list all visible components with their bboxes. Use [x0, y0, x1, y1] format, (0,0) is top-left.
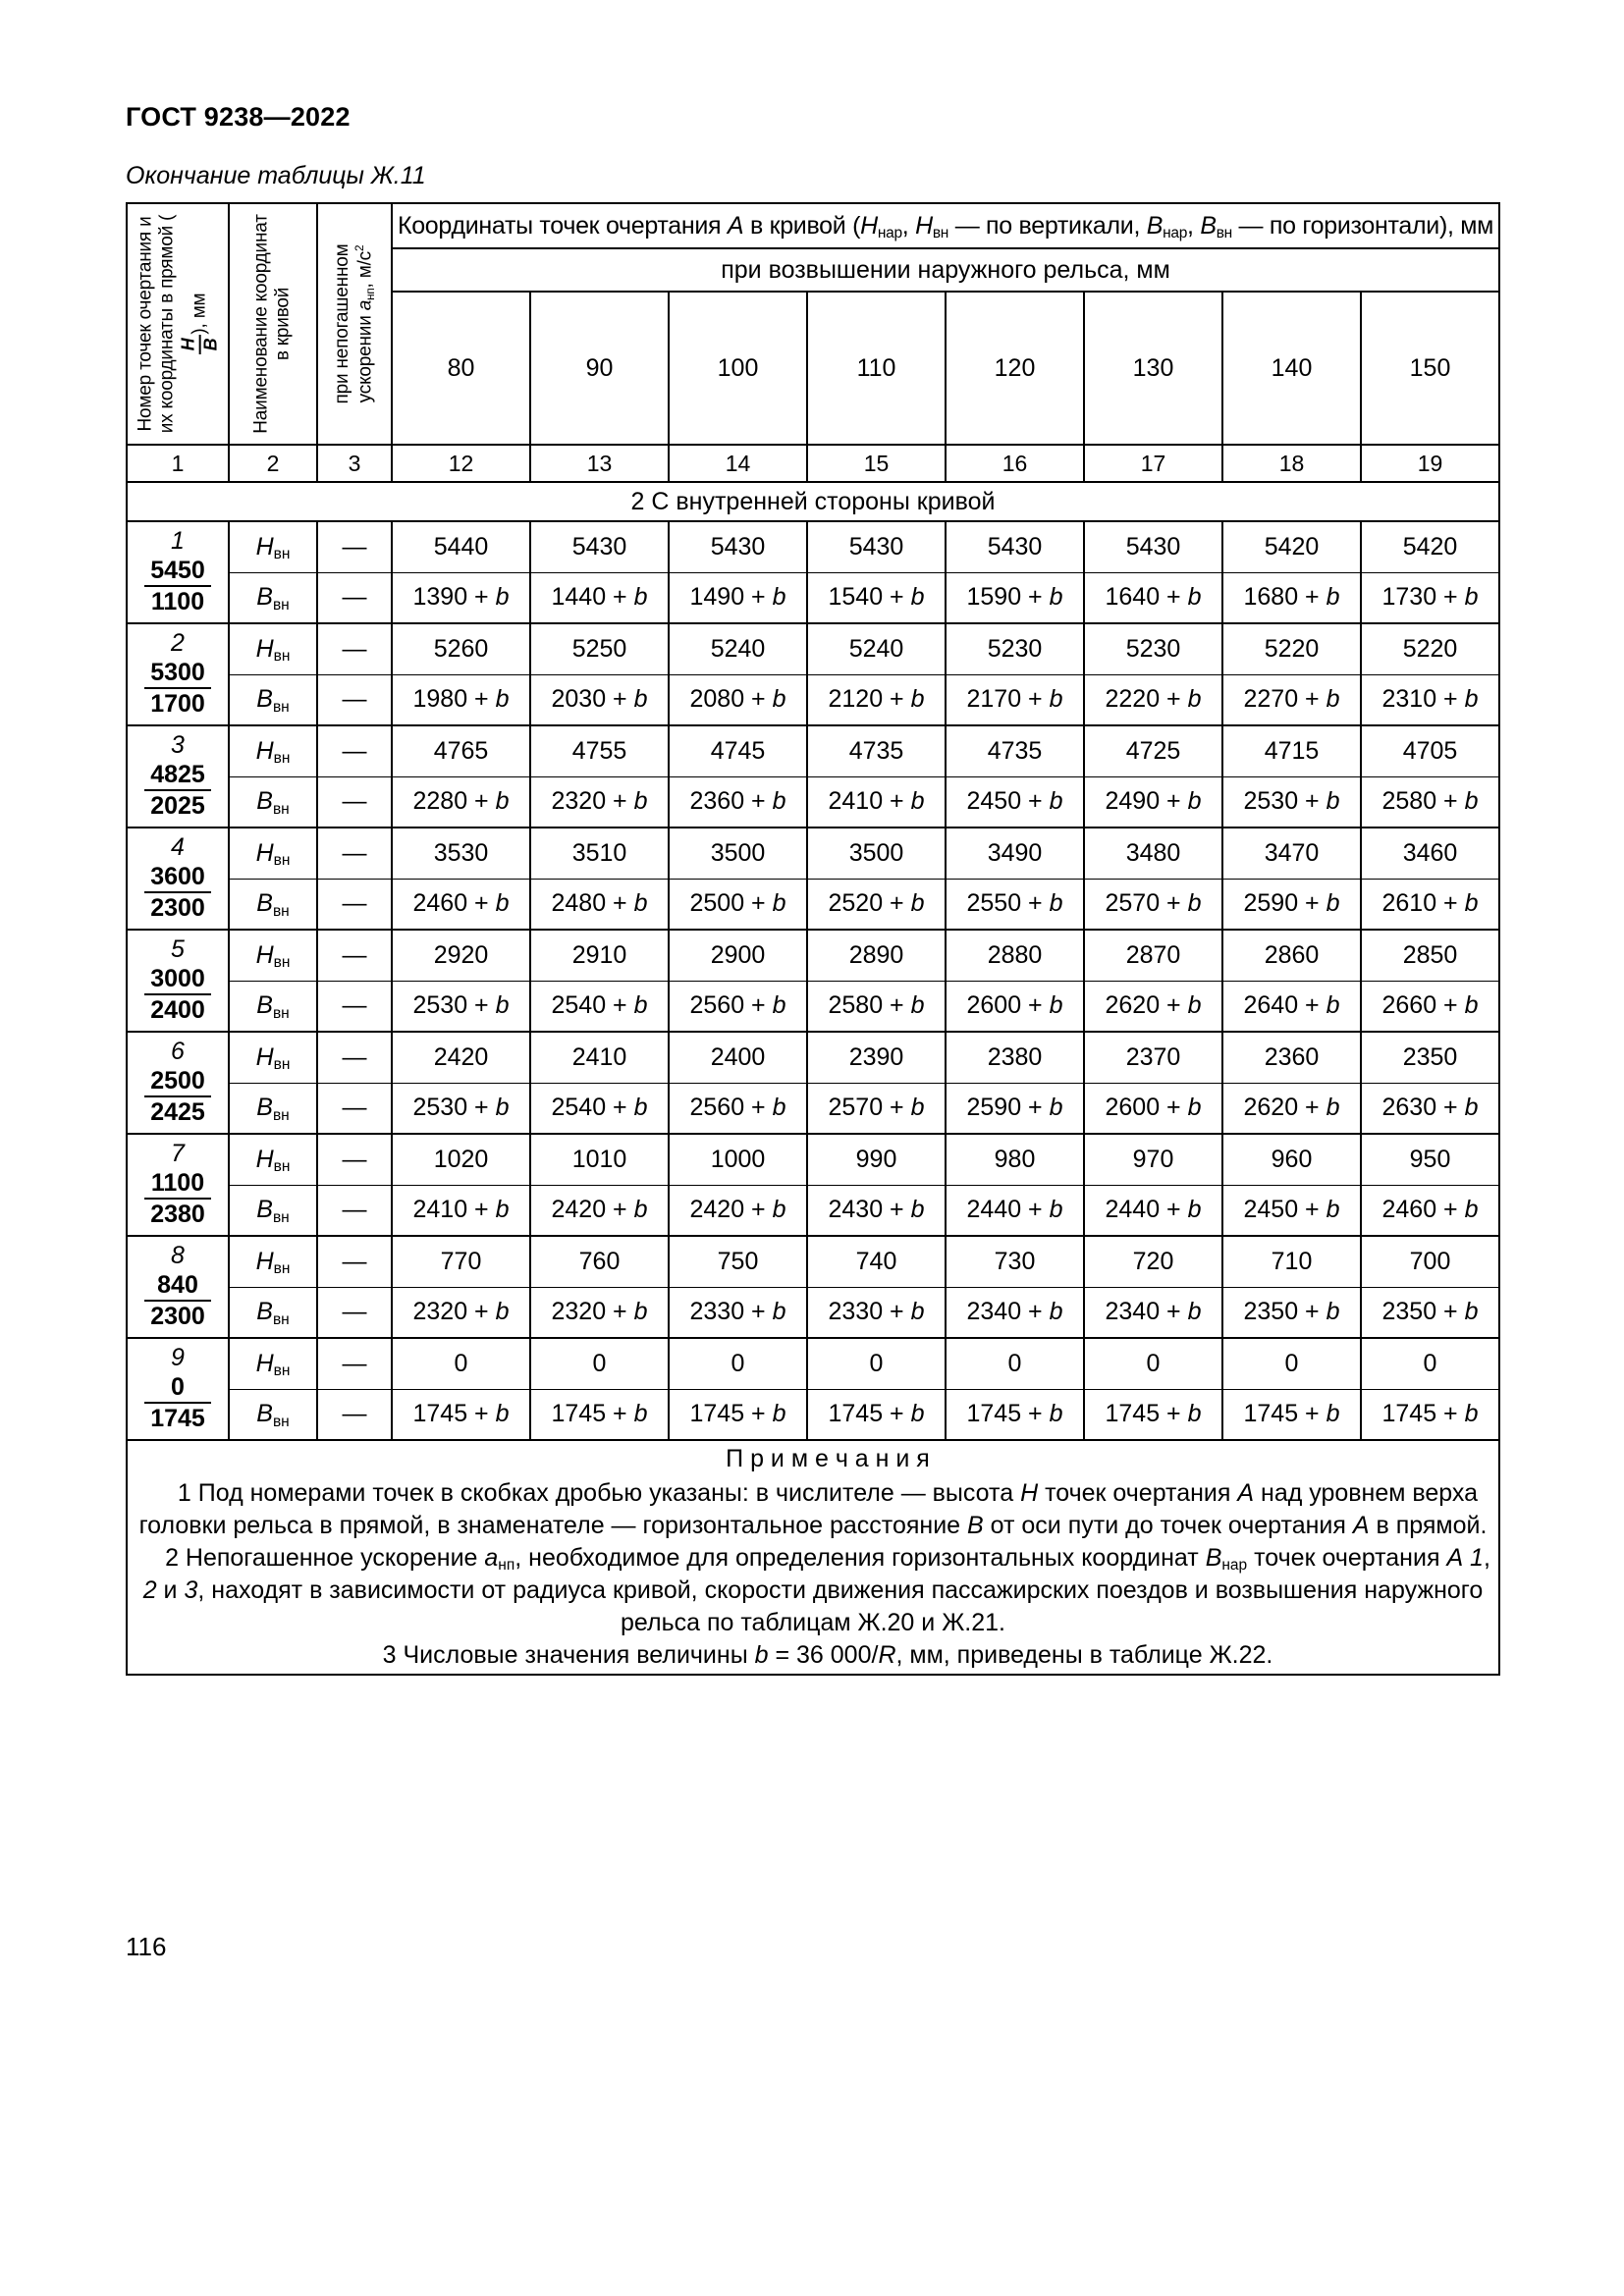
coordinate-name-h: $Н_{вн}$ — [229, 828, 317, 879]
b-value: 2430 + b — [807, 1185, 946, 1236]
h-value: 990 — [807, 1134, 946, 1185]
coordinate-name-b: $В_{вн}$ — [229, 1083, 317, 1134]
h-value: 5430 — [1084, 521, 1222, 572]
b-value: 2560 + b — [669, 981, 807, 1032]
h-value: 4765 — [392, 725, 530, 776]
b-value: 2530 + b — [392, 981, 530, 1032]
h-value: 3490 — [946, 828, 1084, 879]
b-value: 2480 + b — [530, 879, 669, 930]
h-value: 3460 — [1361, 828, 1499, 879]
acceleration-value: — — [317, 623, 392, 674]
point-number: 3 $\frac{4825}{2025}$ — [127, 725, 229, 828]
b-value: 1590 + b — [946, 572, 1084, 623]
h-value: 4735 — [807, 725, 946, 776]
data-row — [127, 981, 1499, 1032]
h-value: 5240 — [807, 623, 946, 674]
acceleration-value: — — [317, 521, 392, 572]
h-value: 2410 — [530, 1032, 669, 1083]
h-value: 0 — [946, 1338, 1084, 1389]
acceleration-value: — — [317, 930, 392, 981]
h-value: 3470 — [1222, 828, 1361, 879]
coordinate-name-b: $В_{вн}$ — [229, 1389, 317, 1440]
h-value: 3530 — [392, 828, 530, 879]
h-value: 980 — [946, 1134, 1084, 1185]
data-row — [127, 1236, 1499, 1287]
b-value: 2350 + b — [1222, 1287, 1361, 1338]
coordinate-name-b: $В_{вн}$ — [229, 572, 317, 623]
h-value: 740 — [807, 1236, 946, 1287]
h-value: 2390 — [807, 1032, 946, 1083]
acceleration-value: — — [317, 1338, 392, 1389]
point-number: 4 $\frac{3600}{2300}$ — [127, 828, 229, 930]
b-value: 2620 + b — [1084, 981, 1222, 1032]
coordinate-name-h: $Н_{вн}$ — [229, 623, 317, 674]
h-value: 2890 — [807, 930, 946, 981]
acceleration-value: — — [317, 828, 392, 879]
h-value: 710 — [1222, 1236, 1361, 1287]
b-value: 2570 + b — [807, 1083, 946, 1134]
h-value: 950 — [1361, 1134, 1499, 1185]
h-value: 4715 — [1222, 725, 1361, 776]
data-row — [127, 1287, 1499, 1338]
h-value: 2850 — [1361, 930, 1499, 981]
acceleration-value: — — [317, 1185, 392, 1236]
note-1: 1 Под номерами точек в скобках дробью указаны: в числителе — высота Н точек очертания А над уровнем верха головки рельса в прямой, в знаменателе — горизонтальное расстояние В от оси пути до точек очертания А в прямой. — [138, 1479, 1488, 1539]
coordinates-header: Координаты точек очертания А в кривой ($Н_{нар}$, $Н_{вн}$ — по вертикали, $В_{нар}$, $В_{вн}$ — по горизонтали), мм — [392, 203, 1499, 248]
point-fraction: $\frac{4825}{2025}$ — [144, 761, 211, 820]
point-fraction: $\frac{5450}{1100}$ — [144, 557, 211, 615]
elevation-subheader: при возвышении наружного рельса, мм — [392, 248, 1499, 292]
data-row — [127, 879, 1499, 930]
h-value: 960 — [1222, 1134, 1361, 1185]
h-value: 2370 — [1084, 1032, 1222, 1083]
b-value: 2330 + b — [669, 1287, 807, 1338]
h-value: 3510 — [530, 828, 669, 879]
column-number-row — [127, 445, 1499, 482]
acceleration-value: — — [317, 572, 392, 623]
point-number: 5 $\frac{3000}{2400}$ — [127, 930, 229, 1032]
acceleration-value: — — [317, 725, 392, 776]
b-value: 1745 + b — [1361, 1389, 1499, 1440]
coordinate-name-b: $В_{вн}$ — [229, 674, 317, 725]
h-value: 4705 — [1361, 725, 1499, 776]
h-value: 5220 — [1222, 623, 1361, 674]
coordinate-name-h: $Н_{вн}$ — [229, 1032, 317, 1083]
fraction: Н В — [179, 335, 220, 355]
b-value: 2600 + b — [1084, 1083, 1222, 1134]
b-value: 2120 + b — [807, 674, 946, 725]
b-value: 2570 + b — [1084, 879, 1222, 930]
b-value: 2360 + b — [669, 776, 807, 828]
b-value: 2320 + b — [530, 1287, 669, 1338]
h-value: 2900 — [669, 930, 807, 981]
h-value: 5220 — [1361, 623, 1499, 674]
h-value: 4745 — [669, 725, 807, 776]
acceleration-value: — — [317, 1083, 392, 1134]
data-row — [127, 828, 1499, 879]
rotated-header-2 — [229, 203, 317, 445]
h-value: 0 — [1084, 1338, 1222, 1389]
point-fraction: $\frac{1100}{2380}$ — [144, 1169, 211, 1228]
data-row — [127, 776, 1499, 828]
coordinate-name-h: $Н_{вн}$ — [229, 725, 317, 776]
b-value: 2440 + b — [1084, 1185, 1222, 1236]
b-value: 1980 + b — [392, 674, 530, 725]
b-value: 2460 + b — [1361, 1185, 1499, 1236]
b-value: 2220 + b — [1084, 674, 1222, 725]
point-fraction: $\frac{5300}{1700}$ — [144, 659, 211, 718]
b-value: 2640 + b — [1222, 981, 1361, 1032]
b-value: 2660 + b — [1361, 981, 1499, 1032]
data-row — [127, 623, 1499, 674]
column-number: 19 — [1361, 445, 1499, 482]
data-row — [127, 1389, 1499, 1440]
h-value: 0 — [669, 1338, 807, 1389]
data-row — [127, 674, 1499, 725]
h-value: 5420 — [1222, 521, 1361, 572]
b-value: 2420 + b — [530, 1185, 669, 1236]
b-value: 2340 + b — [1084, 1287, 1222, 1338]
b-value: 2410 + b — [807, 776, 946, 828]
b-value: 1490 + b — [669, 572, 807, 623]
b-value: 2490 + b — [1084, 776, 1222, 828]
acceleration-value: — — [317, 776, 392, 828]
b-value: 1440 + b — [530, 572, 669, 623]
elevation-value: 150 — [1361, 292, 1499, 445]
elevation-value: 120 — [946, 292, 1084, 445]
h-value: 5260 — [392, 623, 530, 674]
elevation-value: 90 — [530, 292, 669, 445]
elevation-value: 140 — [1222, 292, 1361, 445]
data-row — [127, 1083, 1499, 1134]
note-3: 3 Числовые значения величины b = 36 000/R, мм, приведены в таблице Ж.22. — [382, 1641, 1273, 1669]
b-value: 2550 + b — [946, 879, 1084, 930]
b-value: 2460 + b — [392, 879, 530, 930]
notes-title: П р и м е ч а н и я — [726, 1445, 930, 1472]
point-number: 6 $\frac{2500}{2425}$ — [127, 1032, 229, 1134]
b-value: 1640 + b — [1084, 572, 1222, 623]
rotated-header-3 — [317, 203, 392, 445]
h-value: 2880 — [946, 930, 1084, 981]
notes-row — [127, 1440, 1499, 1675]
header-row — [127, 203, 1499, 248]
section-title: 2 С внутренней стороны кривой — [127, 482, 1499, 521]
h-value: 760 — [530, 1236, 669, 1287]
b-value: 2540 + b — [530, 981, 669, 1032]
h-value: 5430 — [530, 521, 669, 572]
point-number: 8 $\frac{840}{2300}$ — [127, 1236, 229, 1338]
b-value: 2320 + b — [392, 1287, 530, 1338]
b-value: 2340 + b — [946, 1287, 1084, 1338]
acceleration-value: — — [317, 1287, 392, 1338]
coordinate-name-b: $В_{вн}$ — [229, 879, 317, 930]
data-row — [127, 930, 1499, 981]
coordinate-name-h: $Н_{вн}$ — [229, 521, 317, 572]
b-value: 1745 + b — [1084, 1389, 1222, 1440]
h-value: 0 — [1222, 1338, 1361, 1389]
b-value: 1540 + b — [807, 572, 946, 623]
elevation-value: 130 — [1084, 292, 1222, 445]
point-fraction: $\frac{3000}{2400}$ — [144, 965, 211, 1024]
b-value: 2450 + b — [946, 776, 1084, 828]
h-value: 2870 — [1084, 930, 1222, 981]
note-2: 2 Непогашенное ускорение $а_{нп}$, необходимое для определения горизонтальных координат $В_{нар}$ точек очертания А 1, 2 и 3, находят в зависимости от радиуса кривой, скорости движения пассажирских поездов и возвышения наружного рельса по таблицам Ж.20 и Ж.21. — [142, 1544, 1490, 1636]
b-value: 2410 + b — [392, 1185, 530, 1236]
coordinate-name-h: $Н_{вн}$ — [229, 1236, 317, 1287]
b-value: 1745 + b — [1222, 1389, 1361, 1440]
b-value: 1680 + b — [1222, 572, 1361, 623]
column-number: 16 — [946, 445, 1084, 482]
h-value: 2380 — [946, 1032, 1084, 1083]
h-value: 750 — [669, 1236, 807, 1287]
b-value: 1745 + b — [392, 1389, 530, 1440]
h-value: 0 — [1361, 1338, 1499, 1389]
h-value: 5230 — [1084, 623, 1222, 674]
h-value: 700 — [1361, 1236, 1499, 1287]
b-value: 2630 + b — [1361, 1083, 1499, 1134]
acceleration-value: — — [317, 879, 392, 930]
h-value: 0 — [530, 1338, 669, 1389]
section-row — [127, 482, 1499, 521]
acceleration-value: — — [317, 981, 392, 1032]
b-value: 2500 + b — [669, 879, 807, 930]
column-number: 13 — [530, 445, 669, 482]
acceleration-value: — — [317, 1032, 392, 1083]
h-value: 3500 — [669, 828, 807, 879]
page-number: 116 — [126, 1932, 167, 1961]
column-number: 18 — [1222, 445, 1361, 482]
h-value: 2360 — [1222, 1032, 1361, 1083]
data-row — [127, 521, 1499, 572]
point-number: 2 $\frac{5300}{1700}$ — [127, 623, 229, 725]
b-value: 2310 + b — [1361, 674, 1499, 725]
h-value: 5430 — [807, 521, 946, 572]
b-value: 1730 + b — [1361, 572, 1499, 623]
h-value: 5440 — [392, 521, 530, 572]
b-value: 2540 + b — [530, 1083, 669, 1134]
h-value: 5250 — [530, 623, 669, 674]
h-value: 5430 — [946, 521, 1084, 572]
h-value: 1000 — [669, 1134, 807, 1185]
h-value: 0 — [807, 1338, 946, 1389]
h-value: 770 — [392, 1236, 530, 1287]
coordinate-name-b: $В_{вн}$ — [229, 1185, 317, 1236]
notes — [127, 1440, 1499, 1675]
data-row — [127, 1134, 1499, 1185]
h-value: 720 — [1084, 1236, 1222, 1287]
b-value: 1745 + b — [530, 1389, 669, 1440]
b-value: 2450 + b — [1222, 1185, 1361, 1236]
point-fraction: $\frac{840}{2300}$ — [144, 1271, 211, 1330]
coordinate-name-h: $Н_{вн}$ — [229, 930, 317, 981]
h-value: 2420 — [392, 1032, 530, 1083]
b-value: 1390 + b — [392, 572, 530, 623]
h-value: 5420 — [1361, 521, 1499, 572]
h-value: 2860 — [1222, 930, 1361, 981]
b-value: 2320 + b — [530, 776, 669, 828]
column-number: 12 — [392, 445, 530, 482]
b-value: 2560 + b — [669, 1083, 807, 1134]
coordinate-name-b: $В_{вн}$ — [229, 1287, 317, 1338]
table-caption: Окончание таблицы Ж.11 — [126, 162, 426, 189]
h-value: 4725 — [1084, 725, 1222, 776]
rotated-header-text: Наименование координат в кривой — [250, 214, 294, 434]
b-value: 2620 + b — [1222, 1083, 1361, 1134]
h-value: 4755 — [530, 725, 669, 776]
h-value: 2350 — [1361, 1032, 1499, 1083]
b-value: 2440 + b — [946, 1185, 1084, 1236]
column-number: 14 — [669, 445, 807, 482]
point-number: 9 $\frac{0}{1745}$ — [127, 1338, 229, 1440]
point-number: 7 $\frac{1100}{2380}$ — [127, 1134, 229, 1236]
h-value: 3480 — [1084, 828, 1222, 879]
rotated-header-text: Номер точек очертания и их координаты в прямой ( Н В ), мм — [135, 214, 221, 434]
h-value: 5230 — [946, 623, 1084, 674]
coordinate-name-b: $В_{вн}$ — [229, 776, 317, 828]
b-value: 2580 + b — [807, 981, 946, 1032]
column-number: 15 — [807, 445, 946, 482]
h-value: 3500 — [807, 828, 946, 879]
h-value: 730 — [946, 1236, 1084, 1287]
doc-header: ГОСТ 9238—2022 — [126, 102, 351, 132]
h-value: 2400 — [669, 1032, 807, 1083]
coordinate-name-h: $Н_{вн}$ — [229, 1338, 317, 1389]
b-value: 2520 + b — [807, 879, 946, 930]
b-value: 2330 + b — [807, 1287, 946, 1338]
b-value: 2270 + b — [1222, 674, 1361, 725]
coordinate-name-b: $В_{вн}$ — [229, 981, 317, 1032]
column-number: 3 — [317, 445, 392, 482]
acceleration-value: — — [317, 1236, 392, 1287]
b-value: 1745 + b — [946, 1389, 1084, 1440]
b-value: 2530 + b — [1222, 776, 1361, 828]
b-value: 2280 + b — [392, 776, 530, 828]
h-value: 2910 — [530, 930, 669, 981]
data-row — [127, 1185, 1499, 1236]
column-number: 2 — [229, 445, 317, 482]
h-value: 1010 — [530, 1134, 669, 1185]
elevation-value: 80 — [392, 292, 530, 445]
h-value: 970 — [1084, 1134, 1222, 1185]
data-row — [127, 725, 1499, 776]
b-value: 2420 + b — [669, 1185, 807, 1236]
coordinate-name-h: $Н_{вн}$ — [229, 1134, 317, 1185]
acceleration-value: — — [317, 1389, 392, 1440]
b-value: 2580 + b — [1361, 776, 1499, 828]
b-value: 1745 + b — [807, 1389, 946, 1440]
point-fraction: $\frac{0}{1745}$ — [144, 1373, 211, 1432]
h-value: 5240 — [669, 623, 807, 674]
b-value: 2350 + b — [1361, 1287, 1499, 1338]
acceleration-value: — — [317, 1134, 392, 1185]
h-value: 1020 — [392, 1134, 530, 1185]
column-number: 17 — [1084, 445, 1222, 482]
point-number: 1 $\frac{5450}{1100}$ — [127, 521, 229, 623]
h-value: 2920 — [392, 930, 530, 981]
b-value: 2590 + b — [946, 1083, 1084, 1134]
h-value: 4735 — [946, 725, 1084, 776]
data-row — [127, 572, 1499, 623]
b-value: 2170 + b — [946, 674, 1084, 725]
data-row — [127, 1032, 1499, 1083]
b-value: 2600 + b — [946, 981, 1084, 1032]
b-value: 2030 + b — [530, 674, 669, 725]
point-fraction: $\frac{2500}{2425}$ — [144, 1067, 211, 1126]
b-value: 1745 + b — [669, 1389, 807, 1440]
b-value: 2610 + b — [1361, 879, 1499, 930]
rotated-header-1 — [127, 203, 229, 445]
data-row — [127, 1338, 1499, 1389]
acceleration-value: — — [317, 674, 392, 725]
column-number: 1 — [127, 445, 229, 482]
h-value: 0 — [392, 1338, 530, 1389]
elevation-value: 110 — [807, 292, 946, 445]
point-fraction: $\frac{3600}{2300}$ — [144, 863, 211, 922]
rotated-header-text: при непогашенном ускорении $а_{нп}$, $м/с^2$ — [331, 243, 377, 404]
b-value: 2530 + b — [392, 1083, 530, 1134]
coordinates-table — [126, 202, 1500, 1676]
b-value: 2590 + b — [1222, 879, 1361, 930]
elevation-value: 100 — [669, 292, 807, 445]
b-value: 2080 + b — [669, 674, 807, 725]
h-value: 5430 — [669, 521, 807, 572]
